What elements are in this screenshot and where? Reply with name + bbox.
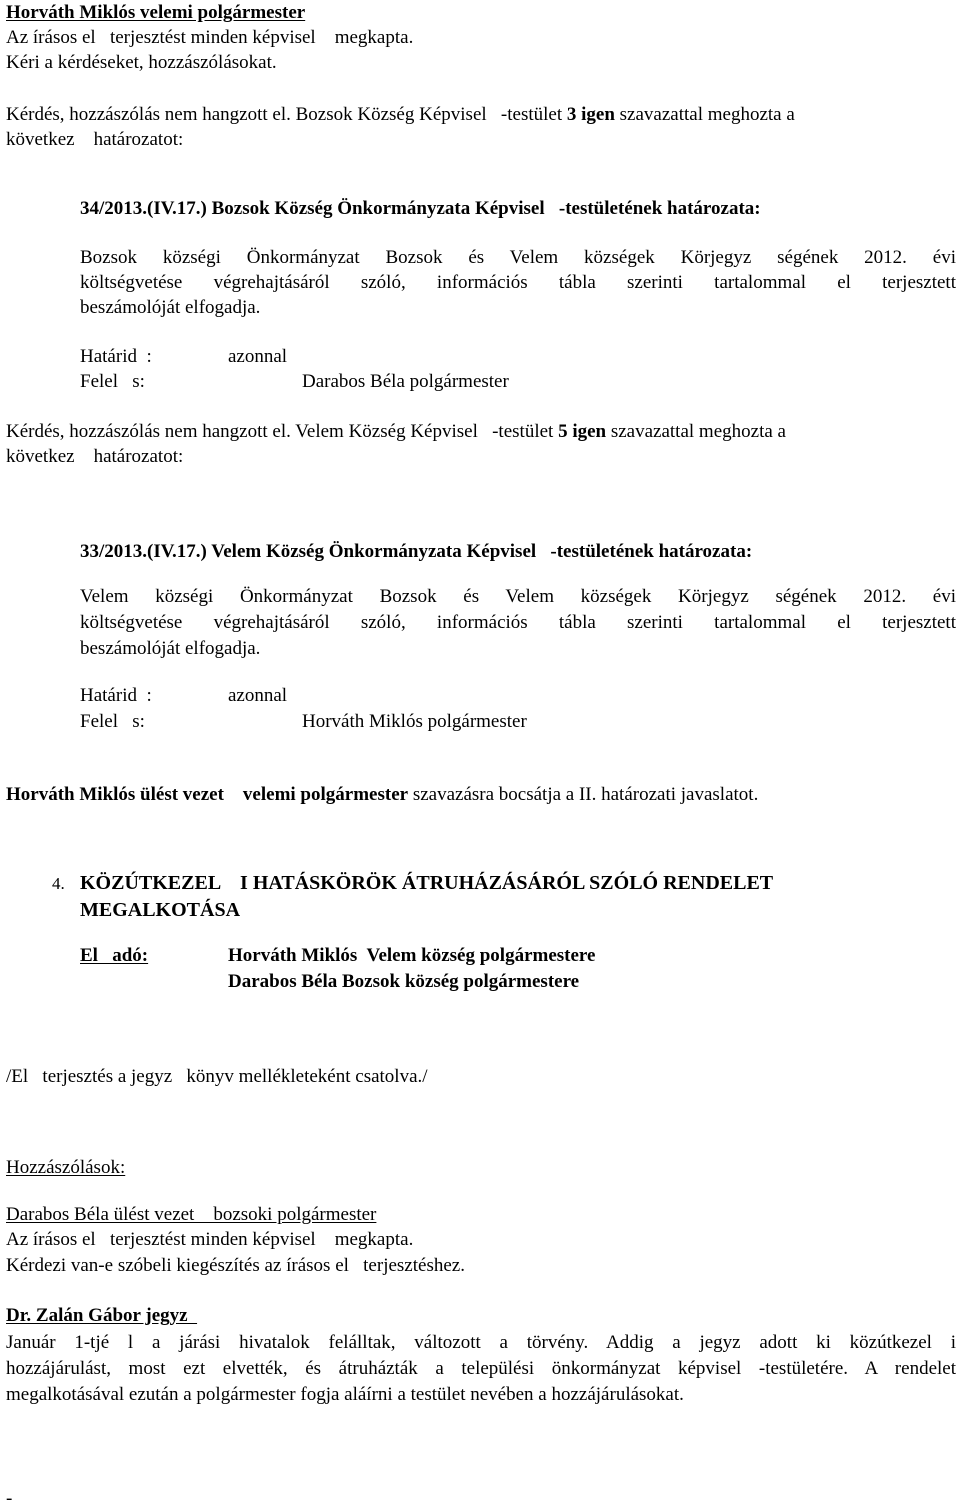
- speaker-heading: Darabos Béla ülést vezet bozsoki polgármester: [6, 1204, 377, 1225]
- text-line: Kérdezi van-e szóbeli kiegészítés az írásos el terjesztéshez.: [6, 1255, 465, 1276]
- text-line: Január 1-tjé l a járási hivatalok felálltak, változott a törvény. Addig a jegyz adott ki közútkezel i: [6, 1332, 956, 1353]
- transition-line: [6, 784, 758, 806]
- responsible-value: Horváth Miklós polgármester: [302, 711, 527, 732]
- resolution-text: beszámolóját elfogadja.: [80, 297, 261, 318]
- text-line: hozzájárulást, most ezt elvették, és átruházták a települési önkormányzat képvisel -testületére. A rendelet: [6, 1358, 956, 1379]
- text-line: Kéri a kérdéseket, hozzászólásokat.: [6, 52, 277, 73]
- deadline-label: Határid :: [80, 346, 152, 367]
- text-line: Az írásos el terjesztést minden képvisel megkapta.: [6, 27, 414, 48]
- speaker-heading: Horváth Miklós velemi polgármester: [6, 2, 306, 23]
- text-line: megalkotásával ezután a polgármester fogja aláírni a testület nevében a hozzájárulásokat.: [6, 1384, 684, 1405]
- chair-name: Horváth Miklós ülést vezet velemi polgármester: [6, 784, 409, 805]
- resolution-text: költségvetése végrehajtásáról szóló, információs tábla szerinti tartalommal el terjesztett: [80, 612, 956, 633]
- text-line: következ határozatot:: [6, 446, 184, 467]
- vote-text: szavazattal meghozta a: [614, 104, 795, 125]
- section-title: KÖZÚTKEZEL I HATÁSKÖRÖK ÁTRUHÁZÁSÁRÓL SZÓLÓ RENDELET: [80, 872, 774, 894]
- footer-mark: -: [6, 1488, 13, 1509]
- responsible-value: Darabos Béla polgármester: [302, 371, 509, 392]
- text-line: Az írásos el terjesztést minden képvisel megkapta.: [6, 1229, 414, 1250]
- deadline-value: azonnal: [228, 685, 288, 706]
- deadline-value: azonnal: [228, 346, 288, 367]
- vote-line: [6, 104, 795, 126]
- resolution-text: költségvetése végrehajtásáról szóló, információs tábla szerinti tartalommal el terjesztett: [80, 272, 956, 293]
- vote-text: Kérdés, hozzászólás nem hangzott el. Bozsok Község Képvisel -testület: [6, 104, 567, 125]
- resolution-title: 33/2013.(IV.17.) Velem Község Önkormányzata Képvisel -testületének határozata:: [80, 541, 753, 562]
- section-number: 4.: [52, 874, 65, 893]
- vote-text: szavazattal meghozta a: [606, 421, 786, 442]
- responsible-label: Felel s:: [80, 371, 145, 392]
- speaker-heading: Dr. Zalán Gábor jegyz: [6, 1305, 198, 1326]
- resolution-text: Velem községi Önkormányzat Bozsok és Velem községek Körjegyz ségének 2012. évi: [80, 586, 956, 607]
- presenter-name: Horváth Miklós Velem község polgármestere: [228, 945, 596, 966]
- transition-text: szavazásra bocsátja a II. határozati javaslatot.: [408, 784, 759, 805]
- text-line: következ határozatot:: [6, 129, 184, 150]
- resolution-title: 34/2013.(IV.17.) Bozsok Község Önkormányzata Képvisel -testületének határozata:: [80, 198, 761, 219]
- section-title: MEGALKOTÁSA: [80, 899, 241, 921]
- vote-text: Kérdés, hozzászólás nem hangzott el. Velem Község Képvisel -testület: [6, 421, 559, 442]
- vote-line: [6, 421, 786, 443]
- resolution-text: beszámolóját elfogadja.: [80, 638, 261, 659]
- presenter-name: Darabos Béla Bozsok község polgármestere: [228, 971, 580, 992]
- vote-count: 3 igen: [566, 104, 615, 125]
- comments-heading: Hozzászólások:: [6, 1157, 126, 1178]
- resolution-text: Bozsok községi Önkormányzat Bozsok és Velem községek Körjegyz ségének 2012. évi: [80, 247, 956, 268]
- presenter-label: El adó:: [80, 945, 149, 966]
- deadline-label: Határid :: [80, 685, 152, 706]
- vote-count: 5 igen: [558, 421, 607, 442]
- responsible-label: Felel s:: [80, 711, 145, 732]
- attachment-note: /El terjesztés a jegyz könyv mellékleteként csatolva./: [6, 1066, 428, 1087]
